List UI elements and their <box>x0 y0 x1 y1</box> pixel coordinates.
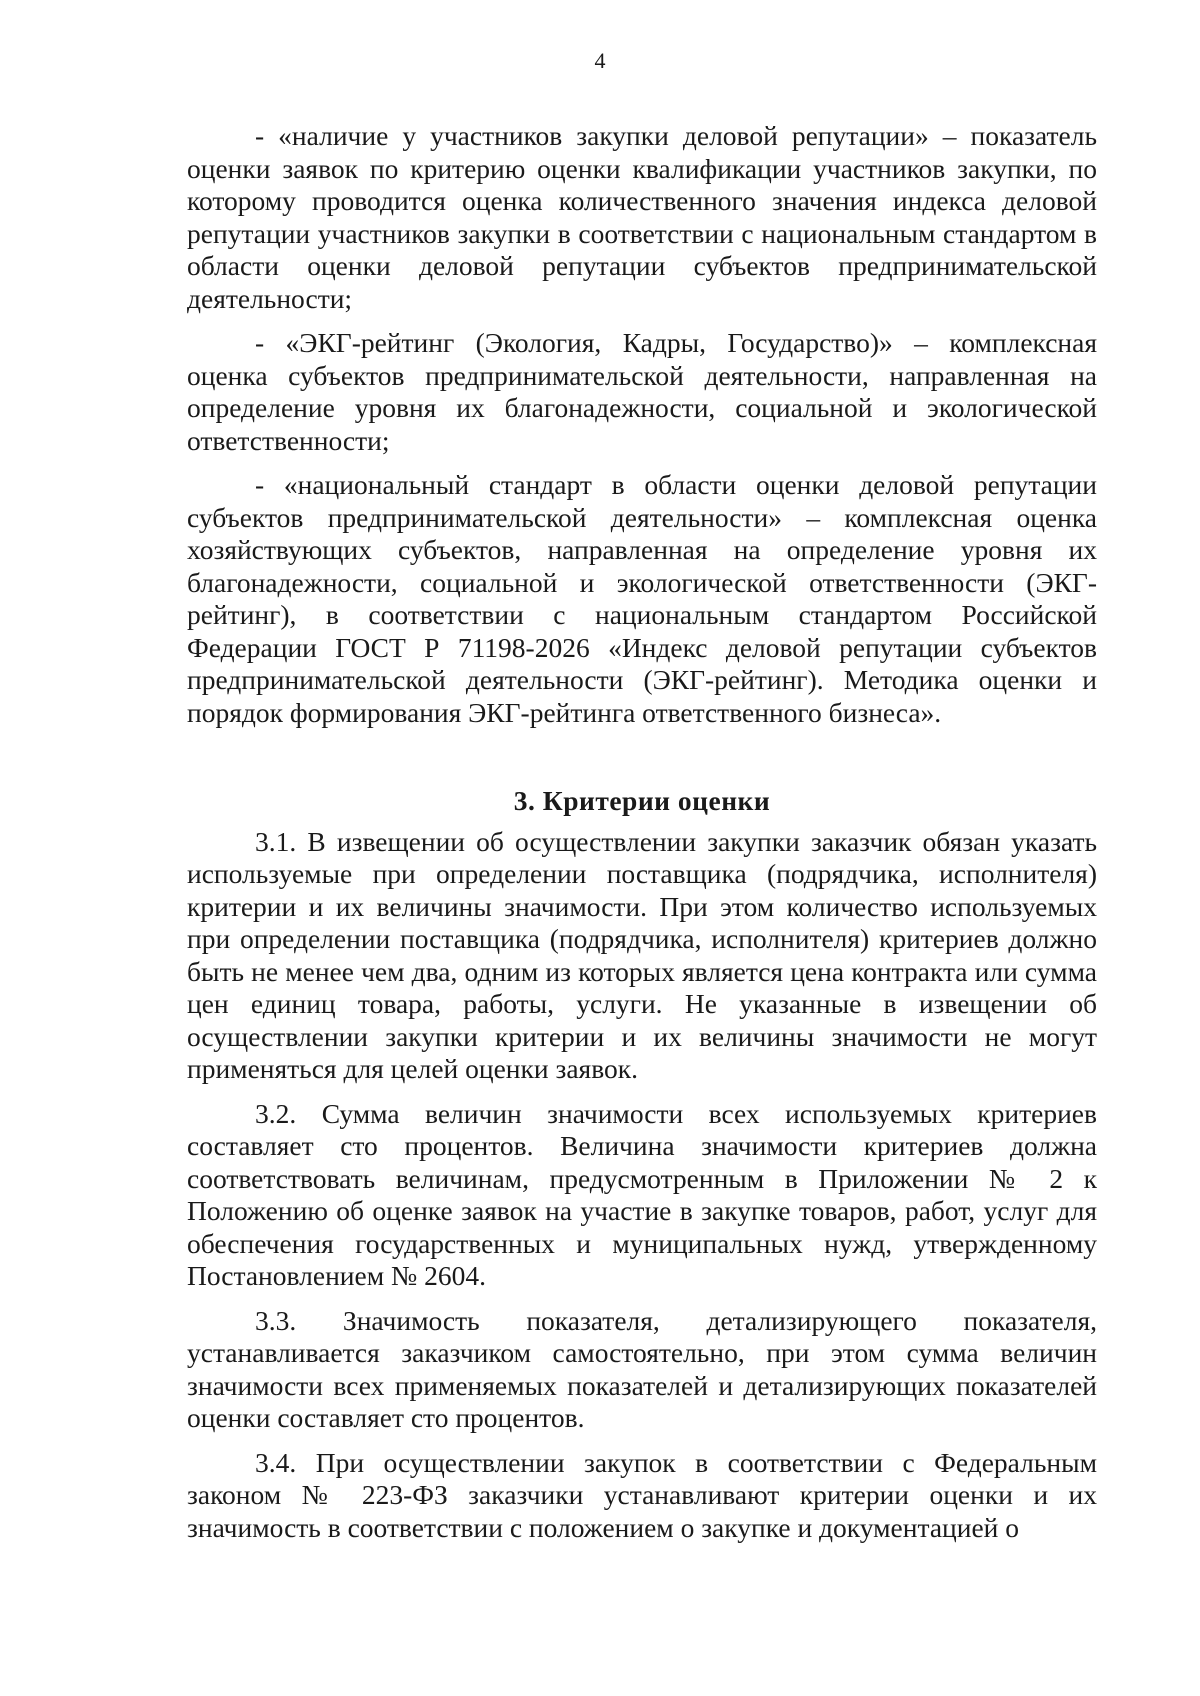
page-number: 4 <box>594 48 606 73</box>
definition-paragraph: - «ЭКГ-рейтинг (Экология, Кадры, Государство)» – комплексная оценка субъектов предпринимательской деятельности, направленная на определение уровня их благонадежности, социальной и экологической ответственности; <box>187 327 1097 456</box>
document-body <box>187 120 1097 1544</box>
section-heading: 3. Критерии оценки <box>513 785 771 816</box>
definition-paragraph: - «национальный стандарт в области оценки деловой репутации субъектов предпринимательской деятельности» – комплексная оценка хозяйствующих субъектов, направленная на определение уровня их благонадежности, социальной и экологической ответственности (ЭКГ-рейтинг), в соответствии с национальным стандартом Российской Федерации ГОСТ Р 71198-2026 «Индекс деловой репутации субъектов предпринимательской деятельности (ЭКГ-рейтинг). Методика оценки и порядок формирования ЭКГ-рейтинга ответственного бизнеса». <box>187 469 1097 728</box>
section-item-paragraph: 3.2. Сумма величин значимости всех используемых критериев составляет сто процентов. Величина значимости критериев должна соответствовать величинам, предусмотренным в Приложении № 2 к Положению об оценке заявок на участие в закупке товаров, работ, услуг для обеспечения государственных и муниципальных нужд, утвержденному Постановлением № 2604. <box>187 1097 1097 1291</box>
section-item-paragraph: 3.1. В извещении об осуществлении закупки заказчик обязан указать используемые при определении поставщика (подрядчика, исполнителя) критерии и их величины значимости. При этом количество используемых при определении поставщика (подрядчика, исполнителя) критериев должно быть не менее чем два, одним из которых является цена контракта или сумма цен единиц товара, работы, услуги. Не указанные в извещении об осуществлении закупки критерии и их величины значимости не могут применяться для целей оценки заявок. <box>187 825 1097 1084</box>
section-item-paragraph: 3.3. Значимость показателя, детализирующего показателя, устанавливается заказчиком самостоятельно, при этом сумма величин значимости всех применяемых показателей и детализирующих показателей оценки составляет сто процентов. <box>187 1304 1097 1433</box>
section-item-paragraph: 3.4. При осуществлении закупок в соответствии с Федеральным законом № 223-ФЗ заказчики устанавливают критерии оценки и их значимость в соответствии с положением о закупке и документацией о <box>187 1446 1097 1543</box>
definition-paragraph: - «наличие у участников закупки деловой репутации» – показатель оценки заявок по критерию оценки квалификации участников закупки, по которому проводится оценка количественного значения индекса деловой репутации участников закупки в соответствии с национальным стандартом в области оценки деловой репутации субъектов предпринимательской деятельности; <box>187 120 1097 314</box>
